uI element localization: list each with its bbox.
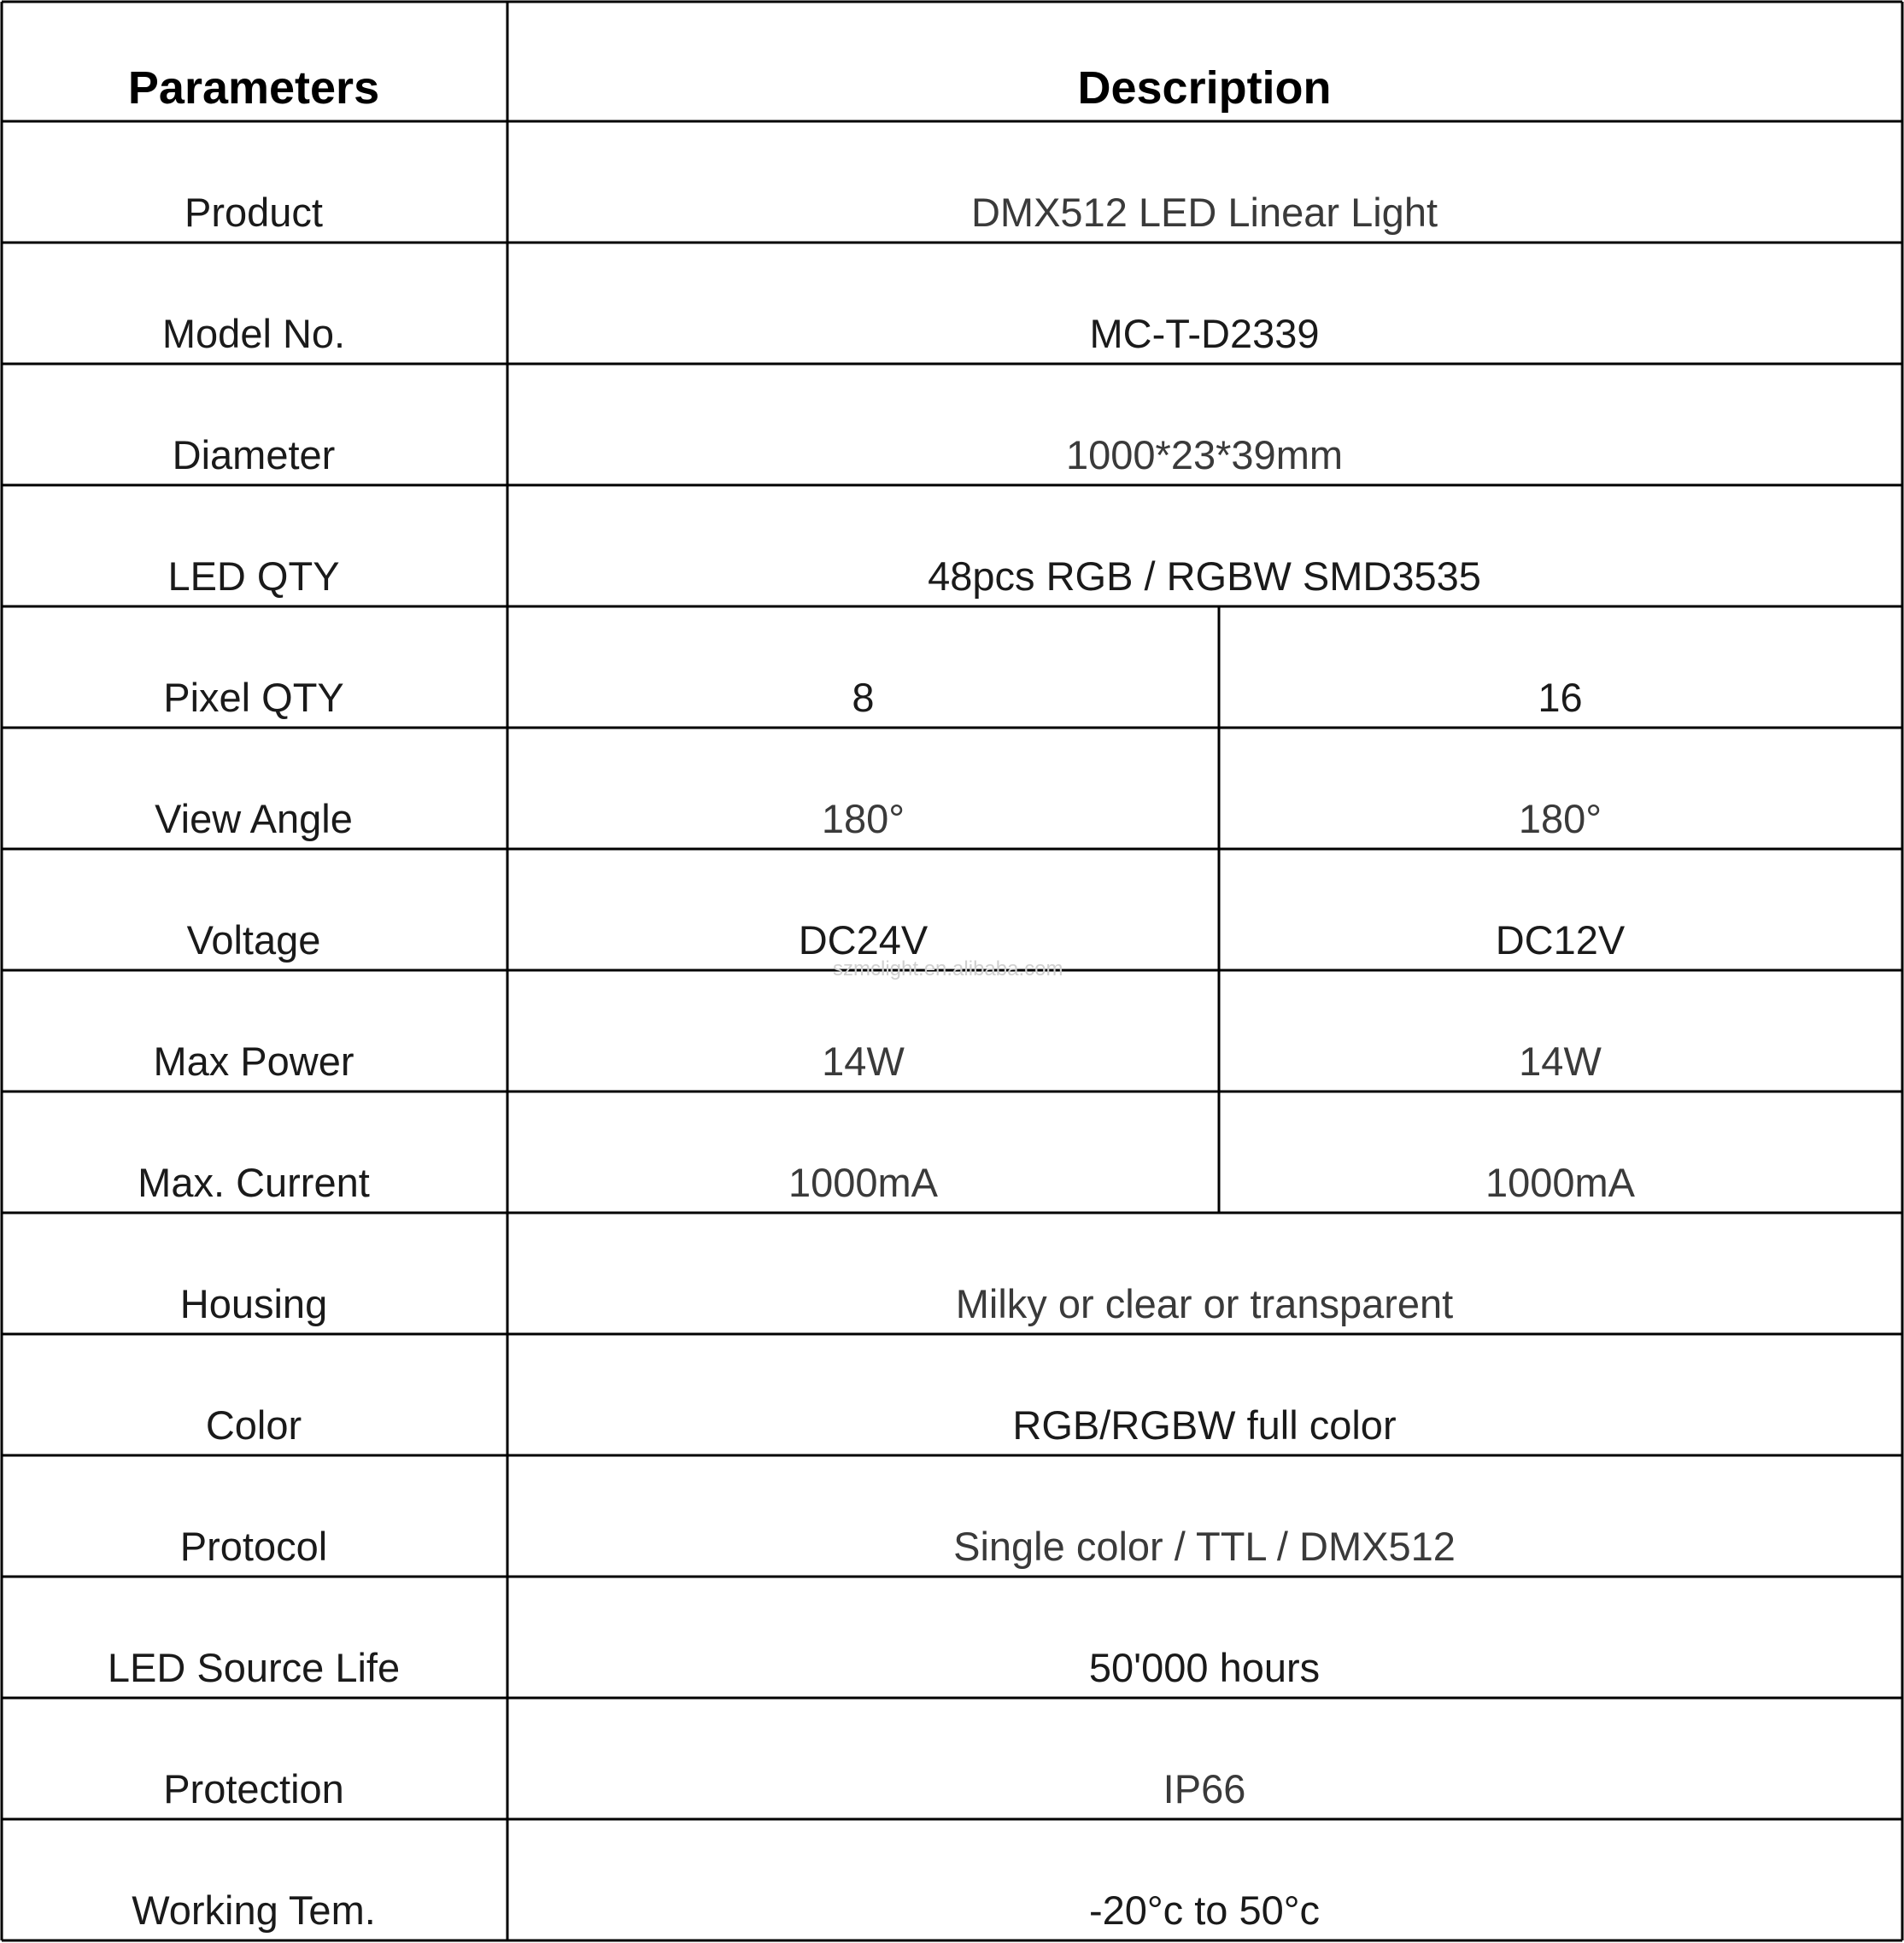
row-value-led-qty: 48pcs RGB / RGBW SMD3535 <box>928 553 1481 599</box>
row-label-housing: Housing <box>179 1281 328 1326</box>
row-value-protection: IP66 <box>1163 1766 1246 1811</box>
row-label-max-current: Max. Current <box>138 1160 370 1205</box>
row-label-view-angle: View Angle <box>155 796 353 841</box>
row-label-protocol: Protocol <box>179 1524 328 1569</box>
header-parameters: Parameters <box>127 62 380 114</box>
row-label-protection: Protection <box>163 1766 344 1811</box>
row-value-product: DMX512 LED Linear Light <box>970 190 1438 235</box>
row-value-diameter: 1000*23*39mm <box>1066 432 1343 477</box>
row-label-pixel-qty: Pixel QTY <box>163 675 344 720</box>
row-value-pixel-qty-b: 16 <box>1538 675 1583 720</box>
row-label-voltage: Voltage <box>186 917 321 963</box>
row-label-model: Model No. <box>161 311 346 356</box>
watermark: szmclight.en.alibaba.com <box>833 957 1063 980</box>
row-value-housing: Milky or clear or transparent <box>955 1281 1454 1326</box>
row-value-color: RGB/RGBW full color <box>1012 1402 1397 1448</box>
row-value-voltage-b: DC12V <box>1495 917 1626 963</box>
row-value-max-current-b: 1000mA <box>1485 1160 1636 1205</box>
row-value-voltage-a: DC24V <box>798 917 929 963</box>
row-value-max-power-b: 14W <box>1519 1039 1602 1084</box>
row-value-protocol: Single color / TTL / DMX512 <box>953 1524 1456 1569</box>
row-value-pixel-qty-a: 8 <box>852 675 875 720</box>
row-value-max-current-a: 1000mA <box>788 1160 939 1205</box>
row-label-diameter: Diameter <box>172 432 336 477</box>
row-label-led-qty: LED QTY <box>167 553 340 599</box>
header-description: Description <box>1077 62 1332 114</box>
row-label-led-source-life: LED Source Life <box>107 1645 401 1690</box>
row-value-view-angle-a: 180° <box>821 796 905 841</box>
row-value-led-source-life: 50'000 hours <box>1088 1645 1321 1690</box>
row-value-max-power-a: 14W <box>822 1039 905 1084</box>
row-label-product: Product <box>185 190 323 235</box>
row-label-color: Color <box>205 1402 302 1448</box>
row-value-model: MC-T-D2339 <box>1089 311 1320 356</box>
row-label-working-temp: Working Tem. <box>132 1887 376 1933</box>
row-value-view-angle-b: 180° <box>1518 796 1602 841</box>
row-value-working-temp: -20°c to 50°c <box>1088 1887 1321 1933</box>
row-label-max-power: Max Power <box>153 1039 354 1084</box>
